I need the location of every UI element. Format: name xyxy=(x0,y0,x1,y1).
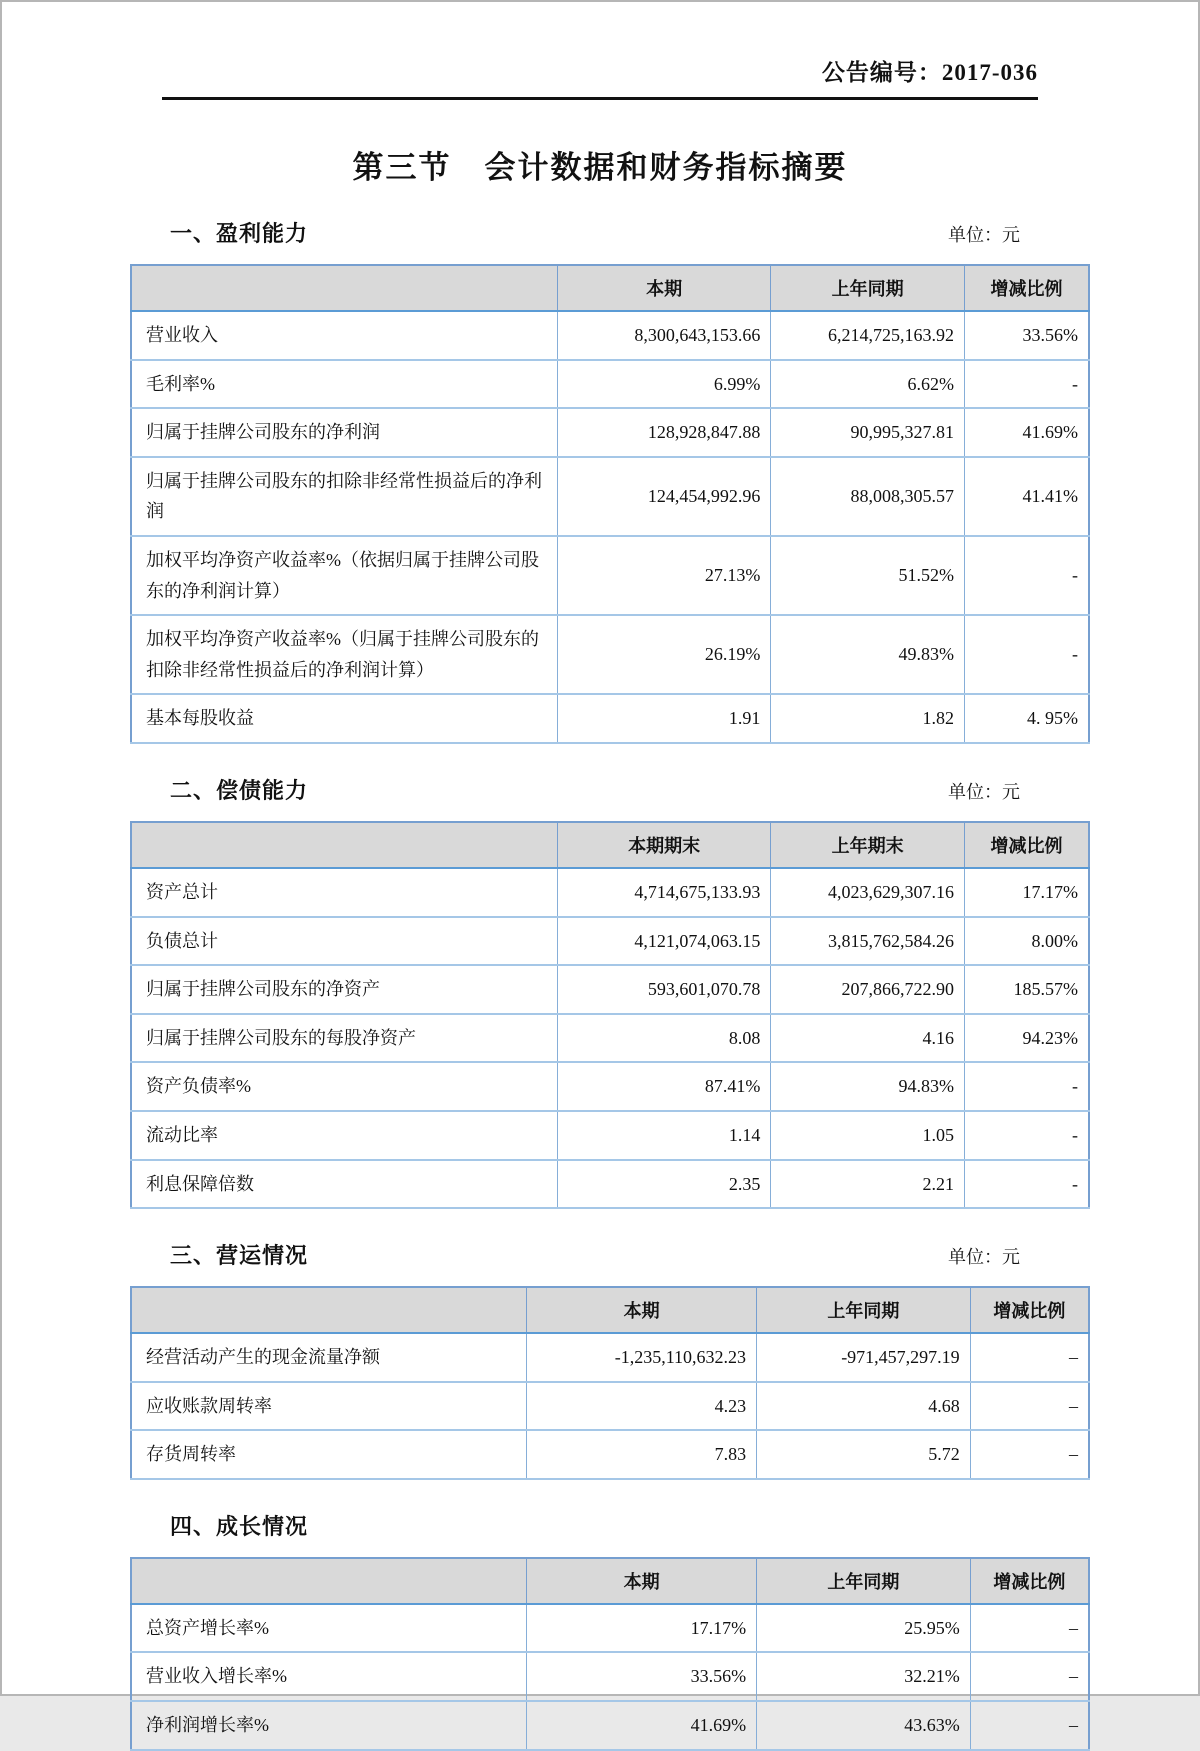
cell-value: 2.21 xyxy=(771,1160,965,1209)
cell-value: -971,457,297.19 xyxy=(757,1333,971,1382)
cell-value: 41.69% xyxy=(527,1701,757,1750)
cell-value: 3,815,762,584.26 xyxy=(771,917,965,966)
cell-value: 94.23% xyxy=(964,1014,1089,1063)
row-label: 流动比率 xyxy=(131,1111,557,1160)
row-label: 资产总计 xyxy=(131,868,557,917)
unit-label: 单位：元 xyxy=(948,225,1020,245)
cell-value: 4,023,629,307.16 xyxy=(771,868,965,917)
cell-value: 124,454,992.96 xyxy=(557,457,771,536)
row-label: 毛利率% xyxy=(131,360,557,409)
row-label: 负债总计 xyxy=(131,917,557,966)
cell-value: 26.19% xyxy=(557,615,771,694)
section-head-row xyxy=(130,217,1090,248)
unit-label: 单位：元 xyxy=(948,1247,1020,1268)
cell-value: 51.52% xyxy=(771,536,965,615)
cell-value: - xyxy=(964,1111,1089,1160)
unit-label: 单位：元 xyxy=(948,781,1020,802)
table-row xyxy=(131,1382,1089,1431)
section-heading: 四、成长情况 xyxy=(170,1513,309,1539)
financial-table xyxy=(130,1286,1090,1480)
cell-value: 6,214,725,163.92 xyxy=(771,311,965,360)
cell-value: 6.62% xyxy=(771,360,965,409)
column-header xyxy=(131,1558,527,1604)
cell-value: 1.82 xyxy=(771,694,965,743)
cell-value: 128,928,847.88 xyxy=(557,408,771,457)
cell-value: 32.21% xyxy=(757,1652,971,1701)
section-heading: 三、营运情况 xyxy=(170,1243,309,1269)
cell-value: 8,300,643,153.66 xyxy=(557,311,771,360)
cell-value: 5.72 xyxy=(757,1430,971,1479)
column-header xyxy=(131,822,557,868)
column-header xyxy=(131,265,557,311)
column-header: 本期 xyxy=(527,1558,757,1604)
table-row xyxy=(131,360,1089,409)
row-label: 基本每股收益 xyxy=(131,694,557,743)
column-header: 增减比例 xyxy=(970,1558,1089,1604)
table-row xyxy=(131,1333,1089,1382)
cell-value: 1.14 xyxy=(557,1111,771,1160)
section-heading: 二、偿债能力 xyxy=(170,777,309,803)
cell-value: - xyxy=(964,536,1089,615)
cell-value: – xyxy=(970,1333,1089,1382)
cell-value: 207,866,722.90 xyxy=(771,965,965,1014)
table-row xyxy=(131,1160,1089,1209)
cell-value: - xyxy=(964,360,1089,409)
row-label: 归属于挂牌公司股东的扣除非经常性损益后的净利润 xyxy=(131,457,557,536)
table-row xyxy=(131,1111,1089,1160)
row-label: 资产负债率% xyxy=(131,1062,557,1111)
row-label: 营业收入 xyxy=(131,311,557,360)
cell-value: 4.68 xyxy=(757,1382,971,1431)
table-row xyxy=(131,694,1089,743)
financial-table xyxy=(130,1557,1090,1751)
cell-value: 6.99% xyxy=(557,360,771,409)
row-label: 利息保障倍数 xyxy=(131,1160,557,1209)
table-row xyxy=(131,457,1089,536)
column-header: 上年期末 xyxy=(771,822,965,868)
column-header: 上年同期 xyxy=(757,1287,971,1333)
financial-table xyxy=(130,264,1090,744)
cell-value: 4,714,675,133.93 xyxy=(557,868,771,917)
row-label: 经营活动产生的现金流量净额 xyxy=(131,1333,527,1382)
row-label: 归属于挂牌公司股东的每股净资产 xyxy=(131,1014,557,1063)
table-row xyxy=(131,1430,1089,1479)
table-row xyxy=(131,965,1089,1014)
row-label: 归属于挂牌公司股东的净利润 xyxy=(131,408,557,457)
table-row xyxy=(131,1701,1089,1750)
cell-value: 41.41% xyxy=(964,457,1089,536)
cell-value: 33.56% xyxy=(964,311,1089,360)
cell-value: 88,008,305.57 xyxy=(771,457,965,536)
cell-value: – xyxy=(970,1382,1089,1431)
table-row xyxy=(131,1604,1089,1653)
cell-value: 185.57% xyxy=(964,965,1089,1014)
header-row xyxy=(131,1287,1089,1333)
row-label: 加权平均净资产收益率%（归属于挂牌公司股东的扣除非经常性损益后的净利润计算） xyxy=(131,615,557,694)
table-row xyxy=(131,615,1089,694)
header-row xyxy=(131,822,1089,868)
column-header: 本期期末 xyxy=(557,822,771,868)
table-row xyxy=(131,311,1089,360)
doc-header xyxy=(162,54,1038,100)
column-header: 上年同期 xyxy=(771,265,965,311)
table-row xyxy=(131,1652,1089,1701)
row-label: 加权平均净资产收益率%（依据归属于挂牌公司股东的净利润计算） xyxy=(131,536,557,615)
cell-value: 25.95% xyxy=(757,1604,971,1653)
cell-value: 90,995,327.81 xyxy=(771,408,965,457)
cell-value: - xyxy=(964,615,1089,694)
cell-value: -1,235,110,632.23 xyxy=(527,1333,757,1382)
column-header: 增减比例 xyxy=(964,822,1089,868)
section-head-row xyxy=(130,1510,1090,1541)
header-row xyxy=(131,1558,1089,1604)
cell-value: 593,601,070.78 xyxy=(557,965,771,1014)
table-row xyxy=(131,917,1089,966)
cell-value: 4,121,074,063.15 xyxy=(557,917,771,966)
row-label: 净利润增长率% xyxy=(131,1701,527,1750)
row-label: 归属于挂牌公司股东的净资产 xyxy=(131,965,557,1014)
cell-value: 33.56% xyxy=(527,1652,757,1701)
column-header: 增减比例 xyxy=(970,1287,1089,1333)
cell-value: 17.17% xyxy=(964,868,1089,917)
cell-value: 1.05 xyxy=(771,1111,965,1160)
row-label: 总资产增长率% xyxy=(131,1604,527,1653)
cell-value: - xyxy=(964,1062,1089,1111)
section xyxy=(130,217,1090,744)
table-row xyxy=(131,868,1089,917)
cell-value: 2.35 xyxy=(557,1160,771,1209)
table-row xyxy=(131,1062,1089,1111)
column-header: 本期 xyxy=(527,1287,757,1333)
cell-value: 94.83% xyxy=(771,1062,965,1111)
section-head-row xyxy=(130,774,1090,805)
section xyxy=(130,1239,1090,1480)
cell-value: – xyxy=(970,1701,1089,1750)
cell-value: 1.91 xyxy=(557,694,771,743)
cell-value: – xyxy=(970,1430,1089,1479)
announcement-number: 公告编号：2017-036 xyxy=(821,60,1038,85)
cell-value: - xyxy=(964,1160,1089,1209)
cell-value: 41.69% xyxy=(964,408,1089,457)
cell-value: 27.13% xyxy=(557,536,771,615)
cell-value: 8.00% xyxy=(964,917,1089,966)
section-head-row xyxy=(130,1239,1090,1270)
table-row xyxy=(131,408,1089,457)
row-label: 应收账款周转率 xyxy=(131,1382,527,1431)
cell-value: 87.41% xyxy=(557,1062,771,1111)
cell-value: – xyxy=(970,1604,1089,1653)
cell-value: 17.17% xyxy=(527,1604,757,1653)
cell-value: 4.23 xyxy=(527,1382,757,1431)
column-header: 上年同期 xyxy=(757,1558,971,1604)
column-header xyxy=(131,1287,527,1333)
row-label: 营业收入增长率% xyxy=(131,1652,527,1701)
cell-value: 8.08 xyxy=(557,1014,771,1063)
sections xyxy=(130,217,1090,1751)
column-header: 增减比例 xyxy=(964,265,1089,311)
section xyxy=(130,1510,1090,1751)
cell-value: 49.83% xyxy=(771,615,965,694)
header-row xyxy=(131,265,1089,311)
cell-value: 7.83 xyxy=(527,1430,757,1479)
row-label: 存货周转率 xyxy=(131,1430,527,1479)
column-header: 本期 xyxy=(557,265,771,311)
table-row xyxy=(131,1014,1089,1063)
financial-table xyxy=(130,821,1090,1209)
cell-value: – xyxy=(970,1652,1089,1701)
cell-value: 43.63% xyxy=(757,1701,971,1750)
section xyxy=(130,774,1090,1209)
table-row xyxy=(131,536,1089,615)
cell-value: 4.16 xyxy=(771,1014,965,1063)
page-title: 第三节 会计数据和财务指标摘要 xyxy=(352,150,848,185)
section-heading: 一、盈利能力 xyxy=(170,221,309,246)
cell-value: 4. 95% xyxy=(964,694,1089,743)
